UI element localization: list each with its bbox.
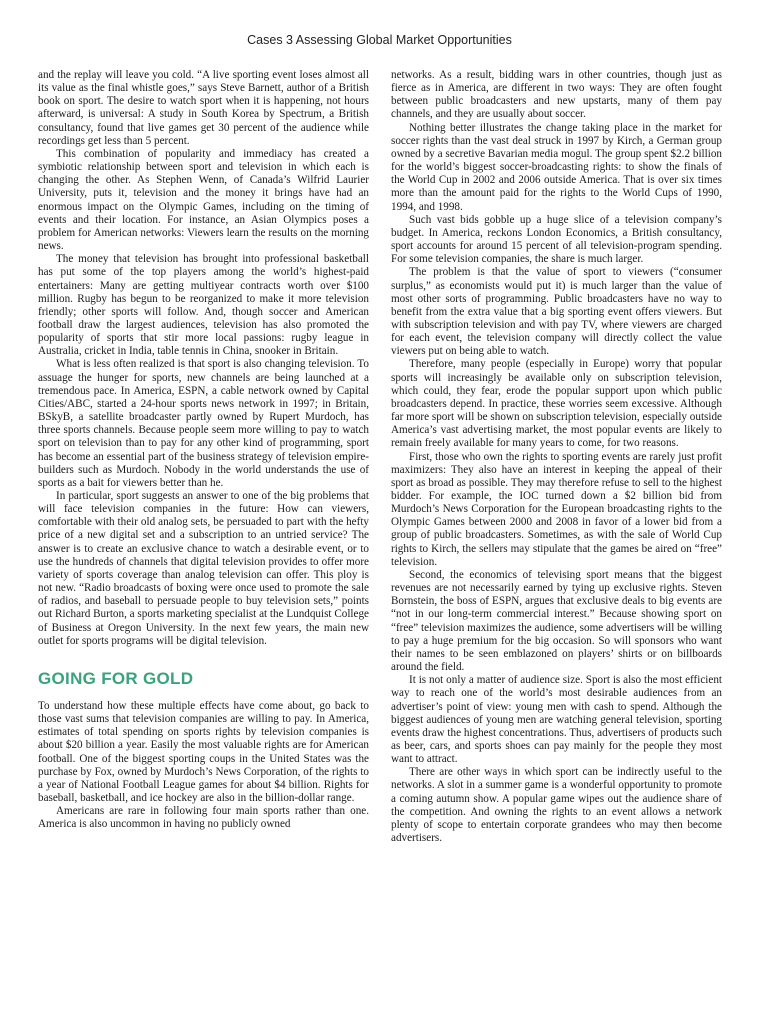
paragraph: It is not only a matter of audience size. Sport is also the most efficient way to reach one of the world’s most desirable audiences from an advertiser’s point of view: young men with cash to spend. Although the biggest audiences of young men are watching general television, sporting events draw the highest concentrations. Thus, advertisers of products such as beer, cars, and sports shoes can pay mainly for the people they most want to attract. (391, 674, 722, 766)
paragraph: The money that television has brought into professional basketball has put some of the top players among the world’s highest-paid entertainers: Many are getting multiyear contracts worth over $100 million. Rugby has begun to be reorganized to make it more television friendly; other sports will follow. And, though soccer and American football draw the largest audiences, television has also promoted the popularity of sports that stir more local passions: rugby league in Australia, cricket in India, table tennis in China, snooker in Britain. (38, 253, 369, 358)
running-header: Cases 3 Assessing Global Market Opportunities (247, 33, 512, 47)
left-column (38, 69, 369, 831)
paragraph: What is less often realized is that sport is also changing television. To assuage the hunger for sports, new channels are being launched at a tremendous pace. In America, ESPN, a cable network owned by Capital Cities/ABC, started a 24-hour sports news network in 1997; in Britain, BSkyB, a satellite broadcaster partly owned by Rupert Murdoch, has three sports channels. Because people seem more willing to pay to watch sport on television than to pay for any other kind of programming, sport has become an essential part of the business strategy of television empire-builders such as Murdoch. Nobody in the world understands the use of sports as a bait for viewers better than he. (38, 358, 369, 489)
paragraph: networks. As a result, bidding wars in other countries, though just as fierce as in America, are different in two ways: They are often fought between public broadcasters and new upstarts, many of them pay channels, and they are usually about soccer. (391, 69, 722, 121)
paragraph: To understand how these multiple effects have come about, go back to those vast sums that television companies are willing to pay. In America, estimates of total spending on sports rights by television companies is about $20 billion a year. Easily the most valuable rights are for American football. One of the biggest sporting coups in the United States was the purchase by Fox, owned by Murdoch’s News Corporation, of the rights to a year of National Football League games for about $4 billion. Rights for baseball, basketball, and ice hockey are also in the billion-dollar range. (38, 699, 369, 804)
paragraph: This combination of popularity and immediacy has created a symbiotic relationship between sport and television in which each is changing the other. As Stephen Wenn, of Canada’s Wilfrid Laurier University, puts it, television and the money it brings have had an enormous impact on the Olympic Games, including on the timing of events and their location. For instance, an Asian Olympics poses a problem for American networks: Viewers learn the results on the morning news. (38, 147, 369, 253)
paragraph: First, those who own the rights to sporting events are rarely just profit maximizers: They also have an interest in keeping the appeal of their sport as broad as possible. They may therefore refuse to sell to the highest bidder. For example, the IOC turned down a $2 billion bid from Murdoch’s News Corporation for the European broadcasting rights to the Olympic Games between 2000 and 2008 in favor of a lower bid from a group of public broadcasters. Sometimes, as with the sale of World Cup rights to Kirch, the sellers may stipulate that the games be aired on “free” television. (391, 450, 722, 568)
paragraph: Therefore, many people (especially in Europe) worry that popular sports will increasingly be available only on subscription television, which could, they fear, erode the popular support upon which public broadcasters depend. In practice, these worries seem excessive. Although far more sport will be shown on subscription television, especially outside America’s vast advertising market, the most popular events are likely to remain freely available for many years to come, for two reasons. (391, 358, 722, 450)
paragraph: Americans are rare in following four main sports rather than one. America is also uncommon in having no publicly owned (38, 805, 369, 831)
paragraph: Nothing better illustrates the change taking place in the market for soccer rights than the vast deal struck in 1997 by Kirch, a German group owned by a secretive Bavarian media mogul. The group spent $2.2 billion for the world’s biggest soccer-broadcasting rights: to show the finals of the World Cup in 2002 and 2006 outside America. That is over six times more than the amount paid for the rights to the World Cups of 1990, 1994, and 1998. (391, 121, 722, 213)
paragraph: The problem is that the value of sport to viewers (“consumer surplus,” as economists would put it) is much larger than the value of most other sorts of programming. Public broadcasters have no way to benefit from the extra value that a big sporting event offers viewers. But with subscription television and with pay TV, where viewers are charged for each event, the television company will directly collect the value viewers put on being able to watch. (391, 266, 722, 358)
paragraph: Such vast bids gobble up a huge slice of a television company’s budget. In America, reckons London Economics, a British consultancy, sport accounts for around 15 percent of all television-program spending. For some television companies, the share is much larger. (391, 213, 722, 266)
paragraph: There are other ways in which sport can be indirectly useful to the networks. A slot in a summer game is a wonderful opportunity to promote a coming autumn show. A popular game wipes out the audience share of the competition. And owning the rights to an event allows a network plenty of scope to entertain corporate grandees who may then become advertisers. (391, 766, 722, 845)
paragraph: and the replay will leave you cold. “A live sporting event loses almost all its value as the final whistle goes,” says Steve Barnett, author of a British book on sport. The desire to watch sport when it is happening, not hours afterward, is universal: A study in South Korea by Spectrum, a British consultancy, found that live games get 30 percent of the audience while recordings get less than 5 percent. (38, 69, 369, 147)
right-column (391, 69, 722, 845)
paragraph: In particular, sport suggests an answer to one of the big problems that will face television companies in the future: How can viewers, comfortable with their old analog sets, be persuaded to part with the hefty price of a new digital set and a subscription to an untried service? The answer is to create an exclusive chance to watch a desirable event, or to use the hundreds of channels that digital television provides to offer more variety of sports coverage than analog television can offer. This ploy is not new. “Radio broadcasts of boxing were once used to promote the sale of radios, and baseball to persuade people to buy television sets,” points out Richard Burton, a sports marketing specialist at the Lundquist College of Business at Oregon University. In the next few years, the main new outlet for sports programs will be digital television. (38, 490, 369, 647)
section-heading: GOING FOR GOLD (38, 668, 194, 688)
paragraph: Second, the economics of televising sport means that the biggest revenues are not necessarily earned by tying up exclusive rights. Steven Bornstein, the boss of ESPN, argues that exclusive deals to big events are “not in our long-term commercial interest.” Because showing sport on “free” television maximizes the audience, some advertisers will be willing to pay a huge premium for the big occasion. So will sponsors who want their names to be seen emblazoned on players’ shirts or on billboards around the field. (391, 568, 723, 674)
